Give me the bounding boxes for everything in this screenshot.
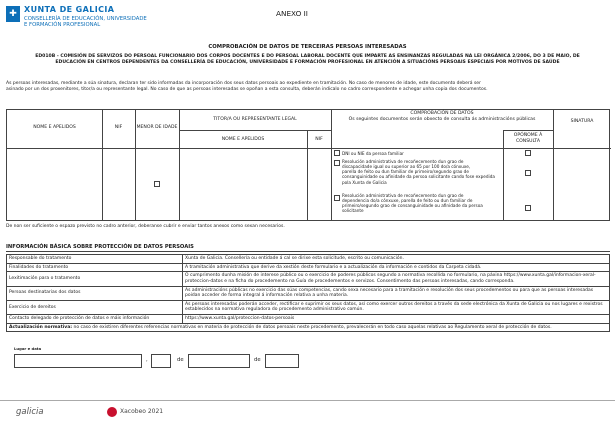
- document-subtitle-line2: EDUCACIÓN EN CENTROS DEPENDENTES DA CONSELLERÍA DE EDUCACIÓN, UNIVERSIDADE E FORMACIÓN PROFESIONAL EN ATENCIÓN A SITUACIÓNS PERSOAIS ESPECIAIS POR MOTIVOS DE SAÚDE: [55, 60, 560, 66]
- table-divider: [503, 130, 553, 131]
- protection-label: Contacto delegado de protección de datos e máis información: [7, 315, 183, 324]
- table-row: [7, 300, 610, 314]
- day-input[interactable]: [151, 354, 171, 368]
- org-department-line2: E FORMACIÓN PROFESIONAL: [24, 22, 101, 29]
- oppose-disability-checkbox[interactable]: [525, 170, 531, 176]
- third-parties-table: [6, 109, 610, 221]
- table-divider: [179, 110, 180, 220]
- header-guardian: TITOR/A OU REPRESENTANTE LEGAL: [213, 117, 297, 122]
- document-title: COMPROBACIÓN DE DATOS DE TERCEIRAS PERSOAS INTERESADAS: [208, 44, 407, 50]
- footer-divider: [0, 400, 615, 401]
- table-divider: [7, 148, 611, 149]
- xacobeo-icon: [107, 407, 117, 417]
- protection-value: As persoas interesadas poderán acceder, rectificar e suprimir os seus datos, así como exercer outros dereitos a través da sede electrónica da Xunta de Galicia ou nos lugares e rexistros establecidos na normativa reguladora do procedemento administrativo común.: [183, 300, 610, 314]
- option-dependency-text: Resolución administrativa de recoñecemento dun grao de dependencia do/a cónxuxe, parella de feito ou dun familiar de primeiro/segundo grao de consanguinidade ou afinidade da persoa solicitante: [342, 193, 483, 214]
- header-name: NOME E APELIDOS: [33, 125, 76, 130]
- header-guardian-name: NOME E APELIDOS: [221, 137, 265, 142]
- protection-label: Exercicio de dereitos: [7, 300, 183, 314]
- protection-update-label: Actualización normativa:: [9, 324, 73, 330]
- comma-separator: ,: [146, 357, 148, 363]
- oppose-dependency-checkbox[interactable]: [525, 205, 531, 211]
- option-dni-checkbox[interactable]: [334, 150, 340, 156]
- protection-label: Finalidades do tratamento: [7, 263, 183, 272]
- place-input[interactable]: [14, 354, 142, 368]
- de-separator-2: de: [254, 357, 261, 363]
- header-data-check-desc: Os seguintes documentos serán obxecto de consulta ás administracións públicas: [348, 117, 536, 122]
- table-row: [7, 315, 610, 324]
- space-note: De non ser suficiente o espazo previsto no cadro anterior, deberanse cubrir e enviar tantos anexos como sexan necesarios.: [6, 224, 285, 229]
- header-minor: MENOR DE IDADE: [136, 125, 178, 130]
- data-protection-title: INFORMACIÓN BÁSICA SOBRE PROTECCIÓN DE DATOS PERSOAIS: [6, 244, 610, 252]
- table-row: [7, 286, 610, 300]
- table-divider: [179, 130, 331, 131]
- month-input[interactable]: [188, 354, 250, 368]
- protection-value: O cumprimento dunha misión de interese público ou o exercicio de poderes públicos segundo a normativa recollida no formulario, na páxina https://www.xunta.gal/informacion-xeral-proteccion-datos e na ficha do procedemento na Guía de procedementos e servizos. Consentimento das persoas interesadas, cando corresponda.: [183, 272, 610, 286]
- protection-label: Responsable do tratamento: [7, 255, 183, 264]
- intro-line2: asinado por un dos proxenitores, titor/a ou representante legal. No caso de que as persoas interesadas se opoñan a esta consulta, deberán indicalo no cadro correspondente e achegar unha copia dos documentos.: [6, 86, 488, 92]
- option-dependency-checkbox[interactable]: [334, 195, 340, 201]
- data-protection-table: [6, 254, 610, 332]
- protection-update: [7, 323, 610, 332]
- intro-text: [6, 81, 610, 93]
- page-header: [6, 4, 610, 40]
- document-subtitle-line1: ED010B - COMISIÓN DE SERVIZOS DO PERSOAL FUNCIONARIO DOS CORPOS DOCENTES E DO PERSOAL LABORAL DOCENTE QUE IMPARTE AS ENSINANZAS REGULADAS NA LEI ORGÁNICA 2/2006, DO 3 DE MAIO, DE: [35, 54, 580, 59]
- table-row: [7, 255, 610, 264]
- minor-checkbox[interactable]: [154, 181, 160, 187]
- protection-label: Lexitimación para o tratamento: [7, 272, 183, 286]
- protection-update-text: no caso de existiren diferentes referencias normativas en materia de protección de datos persoais neste procedemento, prevalecerán en todo caso aquelas relativas ao Regulamento xeral de protección de datos.: [73, 324, 552, 330]
- table-row: [7, 323, 610, 332]
- protection-value: https://www.xunta.gal/proteccion-datos-persoais: [183, 315, 610, 324]
- table-divider: [331, 110, 332, 220]
- document-subtitle: [6, 54, 609, 66]
- xacobeo-logo-text: Xacobeo 2021: [120, 408, 164, 415]
- header-guardian-nif: NIF: [315, 137, 323, 142]
- table-divider: [553, 110, 554, 220]
- protection-value: Xunta de Galicia. Consellería ou entidade á cal se dirixe esta solicitude, escrito ou comunicación.: [183, 255, 610, 264]
- intro-line1: As persoas interesadas, mediante a súa sinatura, declaran ter sido informadas da incorporación dos seus datos persoais ao expediente en tramitación. No caso de menores de idade, este documento deberá ser: [6, 81, 481, 86]
- protection-value: As administracións públicas no exercicio das súas competencias, cando sexa necesario para a tramitación e resolución dos seus procedementos ou para que as persoas interesadas poidan acceder de forma integral á información relativa a unha materia.: [183, 286, 610, 300]
- option-disability-checkbox[interactable]: [334, 160, 340, 166]
- place-date-label: Lugar e data: [14, 346, 42, 351]
- option-dni-text: DNI ou NIE da persoa familiar: [342, 151, 404, 156]
- year-input[interactable]: [265, 354, 299, 368]
- annex-label: ANEXO II: [276, 9, 308, 18]
- org-department-line1: CONSELLERÍA DE EDUCACIÓN, UNIVERSIDADE: [24, 16, 147, 22]
- galicia-logo: galicia: [16, 407, 44, 417]
- org-department: [24, 16, 184, 29]
- protection-label: Persoas destinatarias dos datos: [7, 286, 183, 300]
- header-oppose: OPÓÑOME Á CONSULTA: [513, 133, 543, 144]
- org-name: XUNTA DE GALICIA: [24, 5, 115, 14]
- de-separator-1: de: [177, 357, 184, 363]
- xunta-cross-icon: ✚: [9, 9, 17, 19]
- protection-value: A tramitación administrativa que derive da xestión deste formulario e a actualización da información e contidos da Carpeta cidadá.: [183, 263, 610, 272]
- table-row: [7, 272, 610, 286]
- table-row: [7, 263, 610, 272]
- header-nif: NIF: [114, 125, 123, 130]
- header-signature: SINATURA: [570, 119, 594, 124]
- oppose-dni-checkbox[interactable]: [525, 150, 531, 156]
- xunta-logo: [6, 6, 20, 22]
- option-disability-text: Resolución administrativa de recoñecemento dun grao de discapacidade igual ou superior ao 65 por 100 do/a cónxuxe, parella de feito ou dun familiar de primeiro/segundo grao de consanguinidade ou afinidade da persoa solicitante cando fose expedida pola Xunta de Galicia: [342, 159, 495, 185]
- header-data-check: COMPROBACIÓN DE DATOS: [410, 111, 474, 116]
- table-divider: [307, 130, 308, 220]
